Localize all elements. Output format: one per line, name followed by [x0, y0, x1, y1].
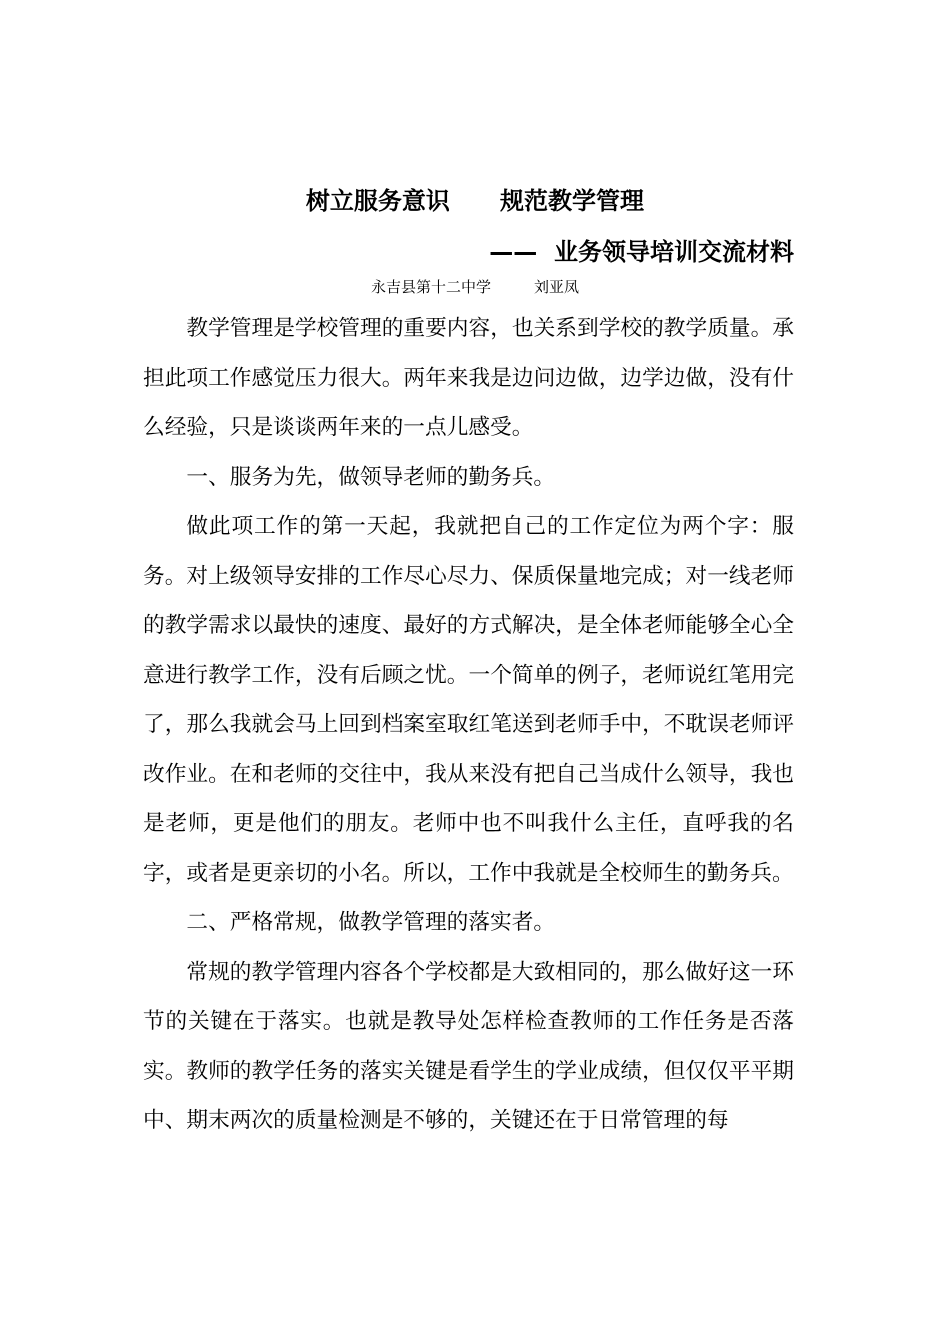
paragraph-section-1: 做此项工作的第一天起，我就把自己的工作定位为两个字：服务。对上级领导安排的工作尽心尽力、保质保量地完成；对一线老师的教学需求以最快的速度、最好的方式解决，是全体老师能够全心全意进行教学工作，没有后顾之忧。一个简单的例子，老师说红笔用完了，那么我就会马上回到档案室取红笔送到老师手中，不耽误老师评改作业。在和老师的交往中，我从来没有把自己当成什么领导，我也是老师，更是他们的朋友。老师中也不叫我什么主任，直呼我的名字，或者是更亲切的小名。所以，工作中我就是全校师生的勤务兵。 [143, 514, 794, 886]
paragraph-intro: 教学管理是学校管理的重要内容，也关系到学校的教学质量。承担此项工作感觉压力很大。两年来我是边问边做，边学边做，没有什么经验，只是谈谈两年来的一点儿感受。 [143, 316, 794, 440]
document-subtitle: —— 业务领导培训交流材料 [489, 238, 794, 266]
paragraph-section-2: 常规的教学管理内容各个学校都是大致相同的，那么做好这一环节的关键在于落实。也就是教导处怎样检查教师的工作任务是否落实。教师的教学任务的落实关键是看学生的学业成绩，但仅仅平平期中、期末两次的质量检测是不够的，关键还在于日常管理的每 [143, 959, 794, 1133]
body-text [143, 304, 794, 1146]
section-heading-2: 二、严格常规，做教学管理的落实者。 [186, 910, 556, 935]
document-title: 树立服务意识 规范教学管理 [305, 187, 645, 215]
author-line: 永吉县第十二中学 刘亚凤 [371, 278, 579, 296]
section-heading-1: 一、服务为先，做领导老师的勤务兵。 [186, 464, 556, 490]
